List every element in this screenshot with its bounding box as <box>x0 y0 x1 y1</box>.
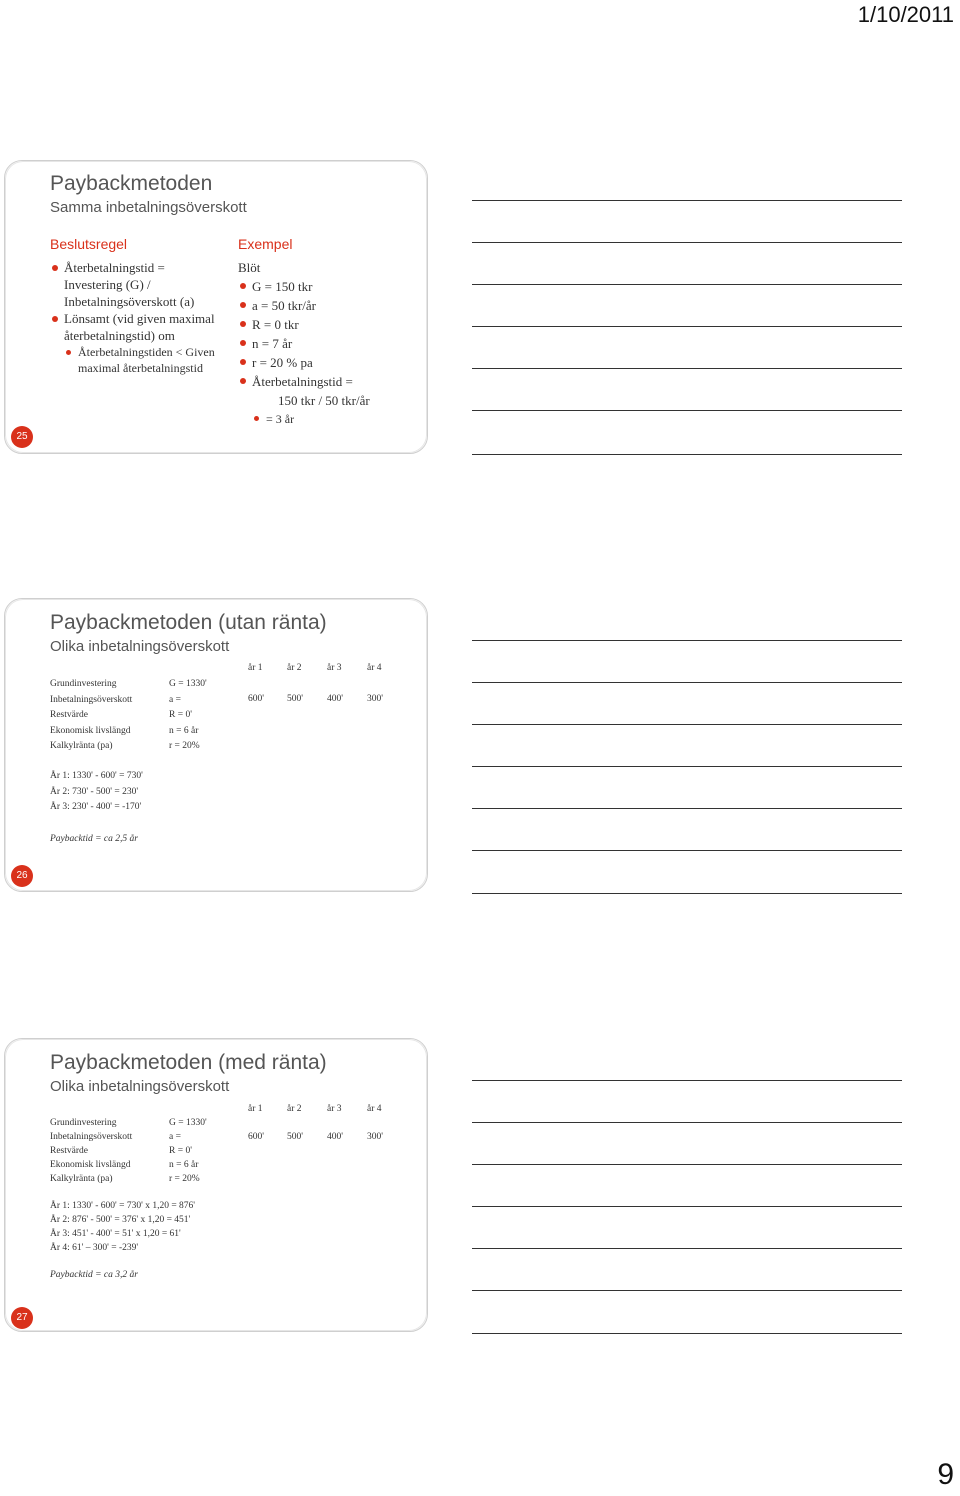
list-item: n = 7 år <box>238 334 423 353</box>
list-item: Lönsamt (vid given maximal återbetalningstid) om <box>50 310 225 344</box>
param-labels <box>50 1116 132 1186</box>
calc-line: År 1: 1330' - 600' = 730' x 1,20 = 876' <box>50 1201 196 1211</box>
year-value: 300' <box>367 1132 383 1142</box>
slide-number: 25 <box>11 426 33 448</box>
list-item: G = 150 tkr <box>238 277 423 296</box>
param-value: R = 0' <box>169 1146 192 1156</box>
year-value: 400' <box>327 694 343 704</box>
param-value: n = 6 år <box>169 725 199 736</box>
param-value: r = 20% <box>169 1174 200 1184</box>
year-value: 400' <box>327 1132 343 1142</box>
calc-list <box>50 1199 195 1255</box>
slide-subtitle: Olika inbetalningsöverskott <box>50 638 230 655</box>
slide-title: Paybackmetoden (med ränta) <box>50 1051 327 1074</box>
rule-list <box>50 259 225 376</box>
list-subitem: Återbetalningstiden < Given maximal återbetalningstid <box>64 344 225 376</box>
list-continuation: 150 tkr / 50 tkr/år <box>278 393 370 408</box>
list-item: r = 20 % pa <box>238 353 423 372</box>
year-header: år 4 <box>367 1104 382 1114</box>
param-value: G = 1330' <box>169 1118 207 1128</box>
calc-list <box>50 769 143 816</box>
param-value: a = <box>169 694 181 705</box>
year-header: år 1 <box>248 663 263 673</box>
param-value: G = 1330' <box>169 679 207 689</box>
payback-result: Paybacktid = ca 2,5 år <box>50 834 138 844</box>
payback-result: Paybacktid = ca 3,2 år <box>50 1270 138 1280</box>
calc-line: År 2: 876' - 500' = 376' x 1,20 = 451' <box>50 1215 191 1225</box>
param-labels <box>50 677 132 755</box>
rule-heading: Beslutsregel <box>50 236 128 252</box>
param-value: R = 0' <box>169 710 192 720</box>
param-label: Grundinvestering <box>50 679 117 689</box>
calc-line: År 4: 61' – 300' = -239' <box>50 1243 139 1253</box>
param-value: n = 6 år <box>169 1160 199 1170</box>
list-item: R = 0 tkr <box>238 315 423 334</box>
year-value: 500' <box>287 694 303 704</box>
param-label: Restvärde <box>50 1146 88 1156</box>
example-intro: Blöt <box>238 260 261 275</box>
list-item: a = 50 tkr/år <box>238 296 423 315</box>
calc-line: År 3: 230' - 400' = -170' <box>50 802 142 812</box>
param-label: Kalkylränta (pa) <box>50 1174 113 1184</box>
year-header: år 1 <box>248 1104 263 1114</box>
param-label: Inbetalningsöverskott <box>50 694 133 705</box>
year-header: år 2 <box>287 663 302 673</box>
slide-subtitle: Samma inbetalningsöverskott <box>50 199 247 216</box>
year-value: 600' <box>248 1132 264 1142</box>
slide-number: 27 <box>11 1307 33 1329</box>
year-header: år 2 <box>287 1104 302 1114</box>
calc-line: År 2: 730' - 500' = 230' <box>50 786 139 797</box>
slide-25 <box>4 160 428 454</box>
example-heading: Exempel <box>238 236 293 252</box>
calc-line: År 1: 1330' - 600' = 730' <box>50 771 143 781</box>
year-value: 600' <box>248 694 264 704</box>
param-label: Kalkylränta (pa) <box>50 741 113 751</box>
year-header: år 3 <box>327 1104 342 1114</box>
slide-26 <box>4 598 428 892</box>
param-value: a = <box>169 1132 181 1142</box>
slide-number: 26 <box>11 865 33 887</box>
year-header: år 3 <box>327 663 342 673</box>
page-number: 9 <box>937 1458 954 1491</box>
param-label: Ekonomisk livslängd <box>50 1160 131 1170</box>
list-subitem: = 3 år <box>252 410 423 429</box>
param-label: Inbetalningsöverskott <box>50 1132 133 1142</box>
slide-title: Paybackmetoden (utan ränta) <box>50 611 327 634</box>
slide-27 <box>4 1038 428 1332</box>
year-value: 300' <box>367 694 383 704</box>
param-values <box>169 677 207 755</box>
slide-subtitle: Olika inbetalningsöverskott <box>50 1078 230 1095</box>
param-label: Grundinvestering <box>50 1118 117 1128</box>
year-header: år 4 <box>367 663 382 673</box>
year-value: 500' <box>287 1132 303 1142</box>
slide-title: Paybackmetoden <box>50 172 213 195</box>
param-label: Restvärde <box>50 710 88 720</box>
list-item: Återbetalningstid = Investering (G) / Inbetalningsöverskott (a) <box>50 259 225 310</box>
example-list <box>238 258 423 429</box>
param-value: r = 20% <box>169 741 200 751</box>
param-values <box>169 1116 207 1186</box>
calc-line: År 3: 451' - 400' = 51' x 1,20 = 61' <box>50 1229 181 1239</box>
print-date: 1/10/2011 <box>857 2 954 27</box>
list-item: Återbetalningstid = <box>238 372 423 391</box>
param-label: Ekonomisk livslängd <box>50 725 131 736</box>
